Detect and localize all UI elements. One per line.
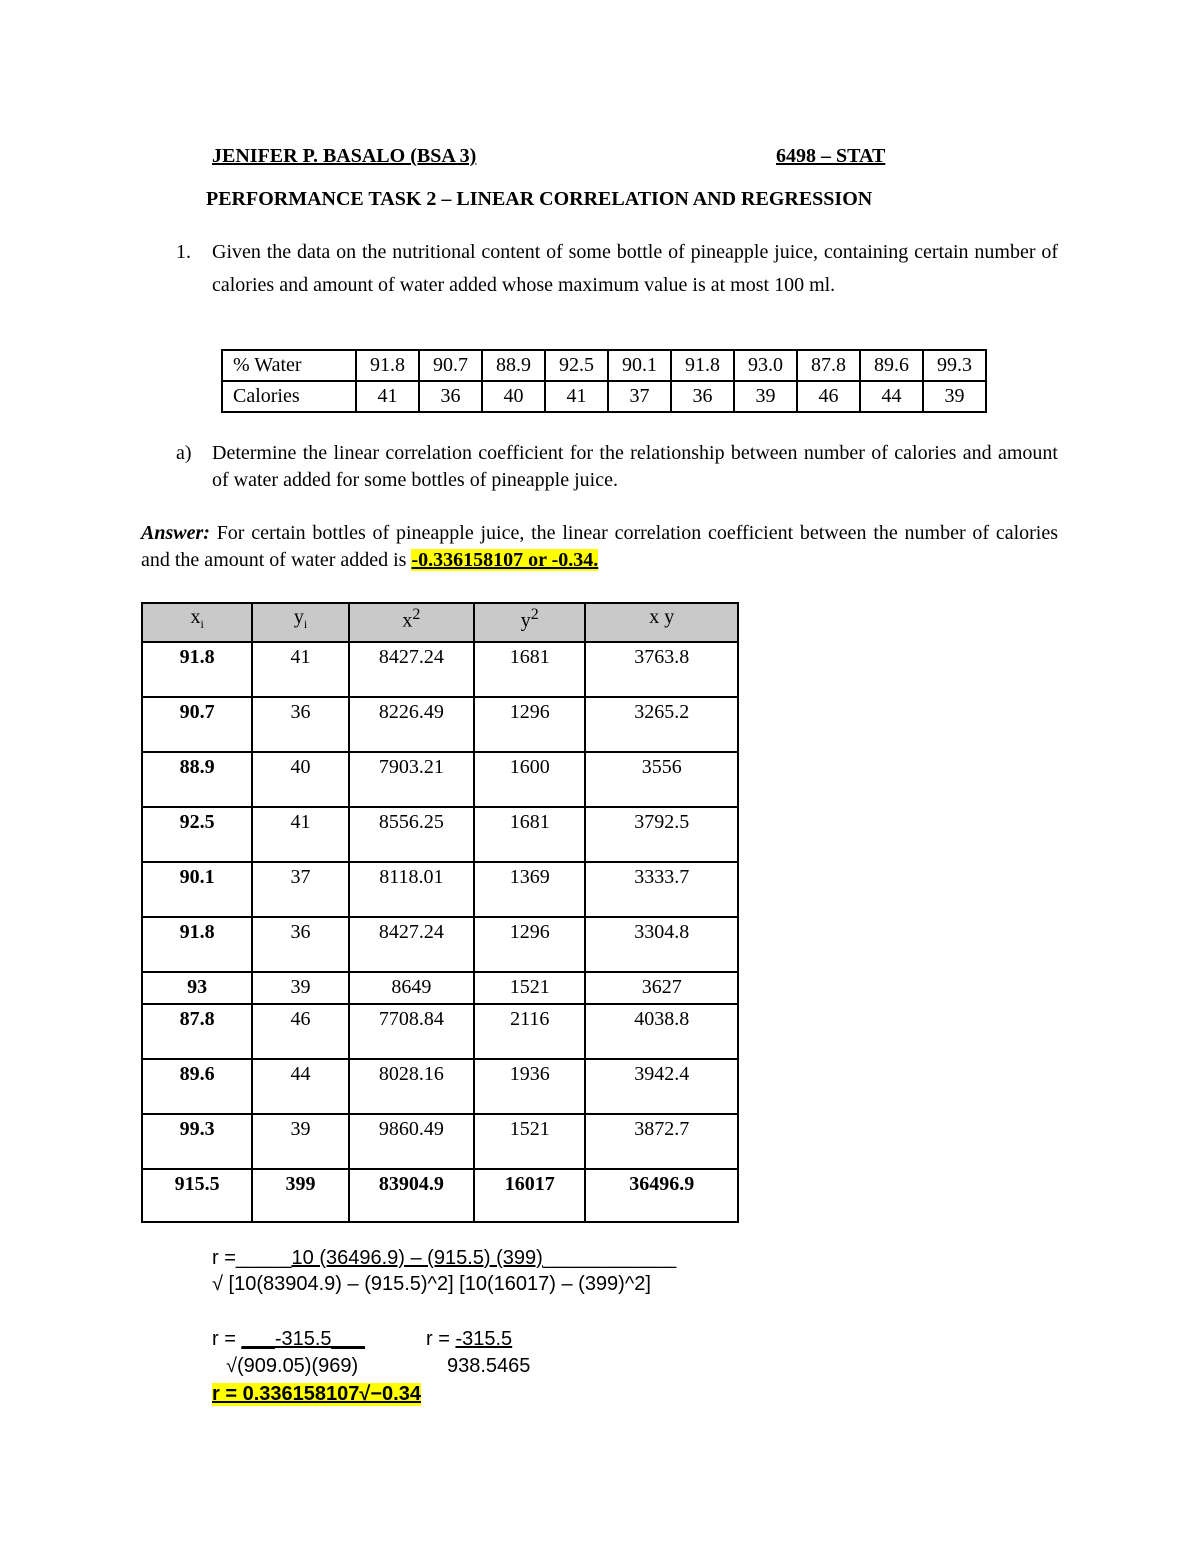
totals-row xyxy=(142,1169,738,1222)
y-value-cell: 41 xyxy=(252,807,348,862)
formula-line-4a: √(909.05)(969) xyxy=(226,1355,359,1377)
formula-line-3b xyxy=(426,1328,512,1351)
water-row xyxy=(222,350,986,381)
calc-header-row xyxy=(142,603,738,642)
calc-row xyxy=(142,697,738,752)
table-cell: 91.8 xyxy=(356,350,419,381)
xy-product-cell: 3556 xyxy=(585,752,738,807)
header-y: $y_i$ xyxy=(252,603,348,642)
y-value-cell: 37 xyxy=(252,862,348,917)
table-cell: 41 xyxy=(356,381,419,412)
row-label: Calories xyxy=(222,381,356,412)
answer-text: For certain bottles of pineapple juice, the linear correlation coefficient between the number of calories and the amount of water added is xyxy=(141,522,1059,571)
course-code: 6498 – STAT xyxy=(776,145,886,167)
header-x: $x_i$ xyxy=(142,603,252,642)
calc-row xyxy=(142,1114,738,1169)
header-x-squared: $x^2$ xyxy=(349,603,474,642)
table-cell: 92.5 xyxy=(545,350,608,381)
y-squared-cell: 1521 xyxy=(474,972,585,1004)
x-squared-cell: 8226.49 xyxy=(349,697,474,752)
table-cell: 37 xyxy=(608,381,671,412)
table-cell: 39 xyxy=(734,381,797,412)
row-label: % Water xyxy=(222,350,356,381)
xy-product-cell: 3304.8 xyxy=(585,917,738,972)
formula-numerator: -315.5 xyxy=(455,1328,513,1350)
table-cell: 99.3 xyxy=(923,350,986,381)
formula-line-2: √ [10(83904.9) – (915.5)^2] [10(16017) – (399)^2] xyxy=(212,1273,651,1295)
x-squared-cell: 8118.01 xyxy=(349,862,474,917)
calc-row xyxy=(142,862,738,917)
calc-row xyxy=(142,972,738,1004)
x-value-cell: 99.3 xyxy=(142,1114,252,1169)
y-value-cell: 39 xyxy=(252,1114,348,1169)
total-xy: 36496.9 xyxy=(585,1169,738,1222)
xy-product-cell: 3333.7 xyxy=(585,862,738,917)
y-value-cell: 36 xyxy=(252,917,348,972)
total-x-squared: 83904.9 xyxy=(349,1169,474,1222)
y-value-cell: 41 xyxy=(252,642,348,697)
xy-product-cell: 3627 xyxy=(585,972,738,1004)
x-value-cell: 87.8 xyxy=(142,1004,252,1059)
xy-product-cell: 3872.7 xyxy=(585,1114,738,1169)
table-cell: 36 xyxy=(419,381,482,412)
part-a-label: a) xyxy=(176,442,192,464)
x-squared-cell: 7708.84 xyxy=(349,1004,474,1059)
table-cell: 41 xyxy=(545,381,608,412)
x-squared-cell: 9860.49 xyxy=(349,1114,474,1169)
x-squared-cell: 8649 xyxy=(349,972,474,1004)
formula-prefix: r = xyxy=(212,1328,242,1350)
x-value-cell: 92.5 xyxy=(142,807,252,862)
formula-fraction-bar: ____________ xyxy=(542,1247,677,1269)
xy-product-cell: 4038.8 xyxy=(585,1004,738,1059)
answer-label: Answer: xyxy=(141,522,210,544)
calories-row xyxy=(222,381,986,412)
xy-product-cell: 3265.2 xyxy=(585,697,738,752)
table-cell: 88.9 xyxy=(482,350,545,381)
table-cell: 90.7 xyxy=(419,350,482,381)
formula-line-1 xyxy=(212,1247,676,1270)
table-cell: 40 xyxy=(482,381,545,412)
y-value-cell: 44 xyxy=(252,1059,348,1114)
x-value-cell: 88.9 xyxy=(142,752,252,807)
calc-row xyxy=(142,807,738,862)
answer-paragraph xyxy=(141,520,1058,574)
y-value-cell: 46 xyxy=(252,1004,348,1059)
calc-row xyxy=(142,1059,738,1114)
table-cell: 44 xyxy=(860,381,923,412)
table-cell: 36 xyxy=(671,381,734,412)
x-value-cell: 91.8 xyxy=(142,642,252,697)
table-cell: 91.8 xyxy=(671,350,734,381)
y-value-cell: 40 xyxy=(252,752,348,807)
total-y-squared: 16017 xyxy=(474,1169,585,1222)
formula-result: r = 0.336158107√−0.34 xyxy=(212,1383,421,1405)
x-value-cell: 90.7 xyxy=(142,697,252,752)
table-cell: 90.1 xyxy=(608,350,671,381)
formula-numerator: ___-315.5___ xyxy=(241,1328,365,1350)
x-squared-cell: 8427.24 xyxy=(349,642,474,697)
y-squared-cell: 1369 xyxy=(474,862,585,917)
formula-line-4b: 938.5465 xyxy=(447,1355,531,1377)
total-x: 915.5 xyxy=(142,1169,252,1222)
xy-product-cell: 3792.5 xyxy=(585,807,738,862)
y-squared-cell: 1681 xyxy=(474,807,585,862)
y-squared-cell: 1296 xyxy=(474,917,585,972)
x-squared-cell: 8028.16 xyxy=(349,1059,474,1114)
x-value-cell: 91.8 xyxy=(142,917,252,972)
y-squared-cell: 1600 xyxy=(474,752,585,807)
calc-row xyxy=(142,642,738,697)
answer-value: -0.336158107 or -0.34. xyxy=(411,549,599,571)
x-value-cell: 90.1 xyxy=(142,862,252,917)
page-title: PERFORMANCE TASK 2 – LINEAR CORRELATION AND REGRESSION xyxy=(206,188,873,210)
y-value-cell: 36 xyxy=(252,697,348,752)
y-squared-cell: 1681 xyxy=(474,642,585,697)
question-number: 1. xyxy=(176,241,191,263)
table-cell: 87.8 xyxy=(797,350,860,381)
student-name: JENIFER P. BASALO (BSA 3) xyxy=(212,145,477,167)
formula-line-3a xyxy=(212,1328,365,1351)
y-squared-cell: 2116 xyxy=(474,1004,585,1059)
table-cell: 89.6 xyxy=(860,350,923,381)
x-squared-cell: 8556.25 xyxy=(349,807,474,862)
y-squared-cell: 1296 xyxy=(474,697,585,752)
calc-row xyxy=(142,752,738,807)
formula-prefix: r = xyxy=(426,1328,456,1350)
question-text: Given the data on the nutritional content of some bottle of pineapple juice, containing certain number of calories and amount of water added whose maximum value is at most 100 ml. xyxy=(212,241,1058,296)
xy-product-cell: 3942.4 xyxy=(585,1059,738,1114)
table-cell: 93.0 xyxy=(734,350,797,381)
formula-numerator: 10 (36496.9) – (915.5) (399) xyxy=(291,1247,543,1269)
calc-row xyxy=(142,917,738,972)
total-y: 399 xyxy=(252,1169,348,1222)
table-cell: 39 xyxy=(923,381,986,412)
x-squared-cell: 8427.24 xyxy=(349,917,474,972)
x-squared-cell: 7903.21 xyxy=(349,752,474,807)
calc-table xyxy=(141,602,739,1223)
xy-product-cell: 3763.8 xyxy=(585,642,738,697)
data-table xyxy=(221,349,987,413)
y-value-cell: 39 xyxy=(252,972,348,1004)
calc-row xyxy=(142,1004,738,1059)
part-a-text: Determine the linear correlation coefficient for the relationship between number of calories and amount of water added for some bottles of pineapple juice. xyxy=(212,442,1058,491)
x-value-cell: 93 xyxy=(142,972,252,1004)
formula-prefix: r =_____ xyxy=(212,1247,292,1269)
header-y-squared: $y^2$ xyxy=(474,603,585,642)
x-value-cell: 89.6 xyxy=(142,1059,252,1114)
header-xy: x y xyxy=(585,603,738,642)
y-squared-cell: 1521 xyxy=(474,1114,585,1169)
table-cell: 46 xyxy=(797,381,860,412)
y-squared-cell: 1936 xyxy=(474,1059,585,1114)
